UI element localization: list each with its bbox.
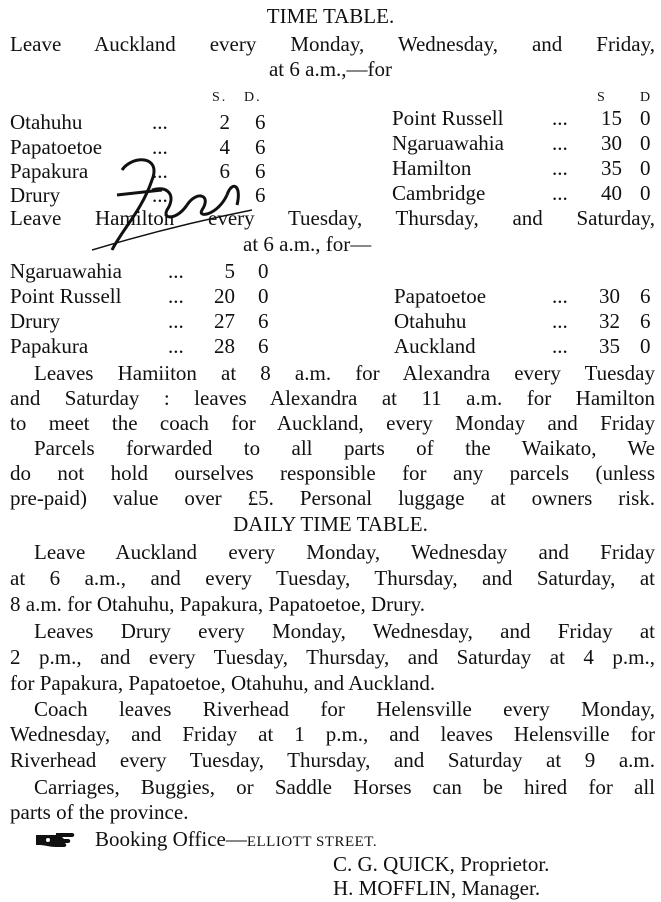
dots: ...: [552, 131, 568, 155]
intro-auckland-line1: Leave Auckland every Monday, Wednesday, and Friday,: [10, 32, 655, 56]
place-name: Papakura: [10, 334, 89, 358]
dots: ...: [168, 284, 184, 308]
place-name: Auckland: [394, 334, 476, 358]
place-name: Cambridge: [392, 181, 486, 205]
fare-pence: 6: [258, 309, 269, 333]
booking-office-street: ELLIOTT STREET.: [246, 834, 378, 850]
para-daily-auckland-line3: 8 a.m. for Otahuhu, Papakura, Papatoetoe, Drury.: [10, 592, 426, 616]
fare-pence: 0: [258, 259, 269, 283]
para-parcels-line1: Parcels forwarded to all parts of the Waikato, We: [34, 436, 655, 460]
signature-proprietor: C. G. QUICK, Proprietor.: [333, 852, 550, 876]
fare-pence: 6: [640, 309, 651, 333]
fare-pence: 0: [640, 181, 651, 205]
header-s-left: S.: [212, 90, 228, 105]
fare-pence: 0: [640, 334, 651, 358]
para-parcels-line2: do not hold ourselves responsible for any parcels (unless: [10, 461, 655, 485]
para-carriages-line1: Carriages, Buggies, or Saddle Horses can be hired for all: [34, 775, 655, 799]
dots: ...: [168, 309, 184, 333]
para-parcels-line3: pre-paid) value over £5. Personal luggage at owners risk.: [10, 486, 655, 510]
intro-hamilton-line1: Leave Hamilton every Tuesday, Thursday, and Saturday,: [10, 206, 655, 230]
dots: ...: [152, 110, 168, 134]
signature-manager: H. MOFFLIN, Manager.: [333, 876, 541, 900]
intro-hamilton-line2: at 6 a.m., for—: [243, 232, 372, 256]
fare-pence: 0: [258, 284, 269, 308]
fare-pence: 0: [640, 106, 651, 130]
fare-shillings: 2: [219, 110, 230, 134]
para-alexandra-line2: and Saturday : leaves Alexandra at 11 a.m. for Hamilton: [10, 386, 655, 410]
place-name: Drury: [10, 309, 61, 333]
fare-shillings: 6: [219, 159, 230, 183]
booking-office-label: Booking Office—: [95, 827, 247, 851]
para-drury-line3: for Papakura, Papatoetoe, Otahuhu, and Auckland.: [10, 671, 436, 695]
place-name: Otahuhu: [10, 110, 83, 134]
para-drury-line2: 2 p.m., and every Tuesday, Thursday, and Saturday at 4 p.m.,: [10, 645, 655, 669]
fare-pence: 0: [640, 131, 651, 155]
para-alexandra-line1: Leaves Hamiiton at 8 a.m. for Alexandra every Tuesday: [34, 361, 655, 385]
fare-shillings: 30: [599, 284, 620, 308]
fare-pence: 6: [255, 159, 266, 183]
fare-shillings: 27: [214, 309, 235, 333]
place-name: Papatoetoe: [394, 284, 487, 308]
handwritten-mark-icon: [92, 150, 252, 260]
dots: ...: [552, 156, 568, 180]
fare-shillings: 20: [214, 284, 235, 308]
fare-shillings: 32: [599, 309, 620, 333]
place-name: Otahuhu: [394, 309, 467, 333]
dots: ...: [552, 309, 568, 333]
header-d-left: D.: [244, 90, 262, 105]
dots: ...: [552, 181, 568, 205]
dots: ...: [168, 259, 184, 283]
fare-shillings: 4: [219, 135, 230, 159]
para-alexandra-line3: to meet the coach for Auckland, every Monday and Friday: [10, 411, 655, 435]
dots: ...: [152, 183, 168, 207]
para-drury-line1: Leaves Drury every Monday, Wednesday, and Friday at: [34, 619, 655, 643]
fare-shillings: 28: [214, 334, 235, 358]
para-riverhead-line3: Riverhead every Tuesday, Thursday, and Saturday at 9 a.m.: [10, 748, 655, 772]
header-s-right: S: [597, 90, 607, 105]
place-name: Papatoetoe: [10, 135, 103, 159]
pointing-hand-icon: [34, 829, 76, 851]
para-carriages-line2: parts of the province.: [10, 800, 189, 824]
fare-shillings: 15: [601, 106, 622, 130]
fare-pence: 0: [640, 156, 651, 180]
intro-auckland-line2: at 6 a.m.,—for: [268, 57, 393, 81]
fare-shillings: 40: [601, 181, 622, 205]
fare-pence: 6: [258, 334, 269, 358]
dots: ...: [552, 106, 568, 130]
para-riverhead-line1: Coach leaves Riverhead for Helensville every Monday,: [34, 697, 655, 721]
place-name: Ngaruawahia: [392, 131, 504, 155]
fare-pence: 6: [255, 110, 266, 134]
dots: ...: [152, 135, 168, 159]
para-riverhead-line2: Wednesday, and Friday at 1 p.m., and leaves Helensville for: [10, 722, 655, 746]
place-name: Ngaruawahia: [10, 259, 122, 283]
title-daily-time-table: DAILY TIME TABLE.: [233, 512, 428, 536]
title-time-table: TIME TABLE.: [266, 4, 395, 28]
fare-shillings: 30: [601, 131, 622, 155]
place-name: Drury: [10, 183, 61, 207]
header-d-right: D: [640, 90, 653, 105]
dots: ...: [152, 159, 168, 183]
fare-pence: 6: [255, 135, 266, 159]
place-name: Papakura: [10, 159, 89, 183]
para-daily-auckland-line1: Leave Auckland every Monday, Wednesday and Friday: [34, 540, 655, 564]
fare-pence: 6: [640, 284, 651, 308]
dots: ...: [552, 334, 568, 358]
place-name: Point Russell: [10, 284, 122, 308]
para-daily-auckland-line2: at 6 a.m., and every Tuesday, Thursday, and Saturday, at: [10, 566, 655, 590]
booking-office-text: [95, 827, 377, 854]
dots: ...: [168, 334, 184, 358]
dots: ...: [552, 284, 568, 308]
fare-shillings: 35: [599, 334, 620, 358]
fare-pence: 6: [255, 183, 266, 207]
fare-shillings: 35: [601, 156, 622, 180]
fare-shillings: 5: [224, 259, 235, 283]
place-name: Point Russell: [392, 106, 504, 130]
place-name: Hamilton: [392, 156, 472, 180]
